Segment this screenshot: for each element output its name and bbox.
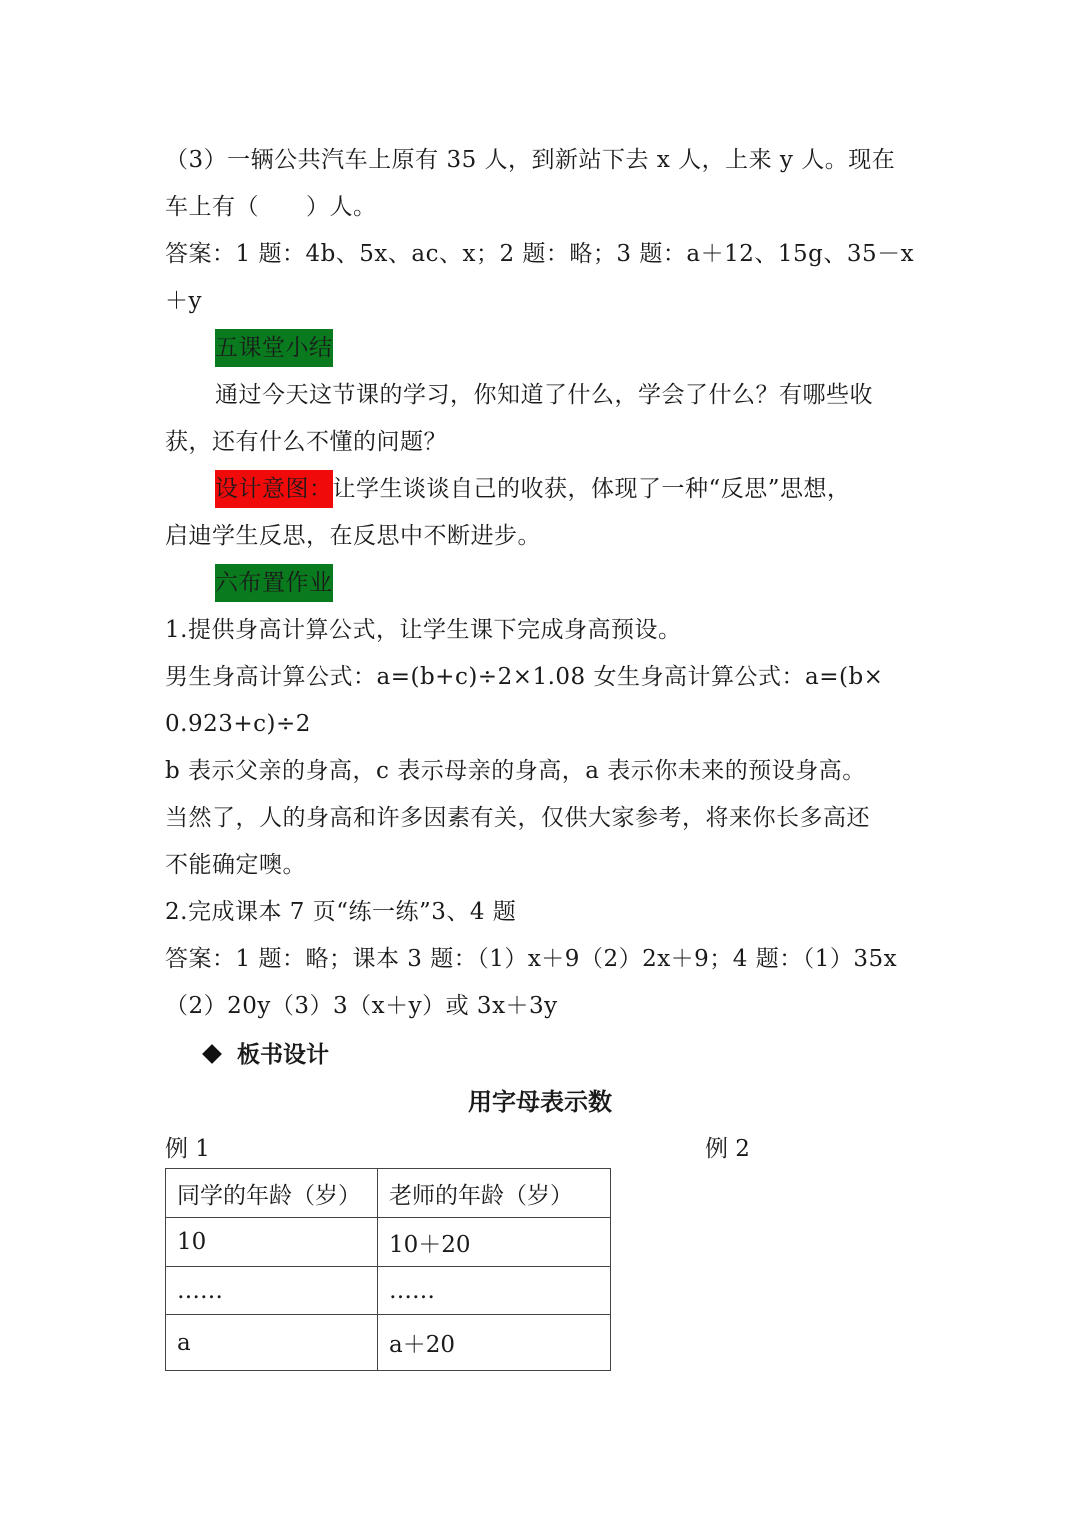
section-6-heading: 六布置作业 <box>215 564 333 602</box>
homework-line-4: b 表示父亲的身高，c 表示母亲的身高，a 表示你未来的预设身高。 <box>165 758 866 784</box>
board-design-heading <box>205 1040 329 1070</box>
example-2-label: 例 2 <box>705 1136 750 1162</box>
section-5-heading: 五课堂小结 <box>215 329 333 367</box>
summary-para-line-2: 获，还有什么不懂的问题？ <box>165 429 447 455</box>
table-header-cell: 同学的年龄（岁） <box>166 1169 378 1218</box>
table-row <box>166 1315 611 1371</box>
answer-line-1: 答案：1 题：4b、5x、ac、x；2 题：略；3 题：a＋12、15g、35－x <box>165 241 915 267</box>
example-1-label: 例 1 <box>165 1136 210 1162</box>
homework-answer-line-1: 答案：1 题：略；课本 3 题：（1）x＋9（2）2x＋9；4 题：（1）35x <box>165 946 898 972</box>
table-cell: …… <box>166 1267 378 1315</box>
summary-para-line-1: 通过今天这节课的学习，你知道了什么，学会了什么？有哪些收 <box>215 382 873 408</box>
board-design-heading-text: 板书设计 <box>237 1042 329 1068</box>
homework-answer-line-2: （2）20y（3）3（x＋y）或 3x＋3y <box>165 993 558 1019</box>
homework-line-3: 0.923+c)÷2 <box>165 711 311 737</box>
table-cell: …… <box>378 1267 611 1315</box>
board-title: 用字母表示数 <box>468 1087 612 1116</box>
section-6-heading-row <box>215 568 920 598</box>
homework-line-7: 2.完成课本 7 页“练一练”3、4 题 <box>165 899 517 925</box>
homework-line-1: 1.提供身高计算公式，让学生课下完成身高预设。 <box>165 617 682 643</box>
table-row <box>166 1218 611 1267</box>
answer-line-2: ＋y <box>165 288 202 314</box>
design-intent-line-2: 启迪学生反思，在反思中不断进步。 <box>165 523 541 549</box>
table-header-cell: 老师的年龄（岁） <box>378 1169 611 1218</box>
table-header-row <box>166 1169 611 1218</box>
homework-line-2: 男生身高计算公式：a=(b+c)÷2×1.08 女生身高计算公式：a=(b× <box>165 664 884 690</box>
table-cell: a <box>166 1315 378 1371</box>
table-cell: 10＋20 <box>378 1218 611 1267</box>
design-intent-text: 让学生谈谈自己的收获，体现了一种“反思”思想， <box>332 476 851 502</box>
design-intent-label: 设计意图： <box>215 470 333 508</box>
table-cell: a＋20 <box>378 1315 611 1371</box>
age-table <box>165 1168 611 1371</box>
design-intent-line-1 <box>215 474 920 504</box>
question-3-line-2: 车上有（ ）人。 <box>165 194 377 220</box>
question-3-line-1: （3）一辆公共汽车上原有 35 人，到新站下去 x 人，上来 y 人。现在 <box>165 147 896 173</box>
section-5-heading-row <box>215 333 920 363</box>
homework-line-6: 不能确定噢。 <box>165 852 306 878</box>
homework-line-5: 当然了，人的身高和许多因素有关，仅供大家参考，将来你长多高还 <box>165 805 870 831</box>
table-row <box>166 1267 611 1315</box>
diamond-bullet-icon <box>202 1044 222 1064</box>
table-cell: 10 <box>166 1218 378 1267</box>
